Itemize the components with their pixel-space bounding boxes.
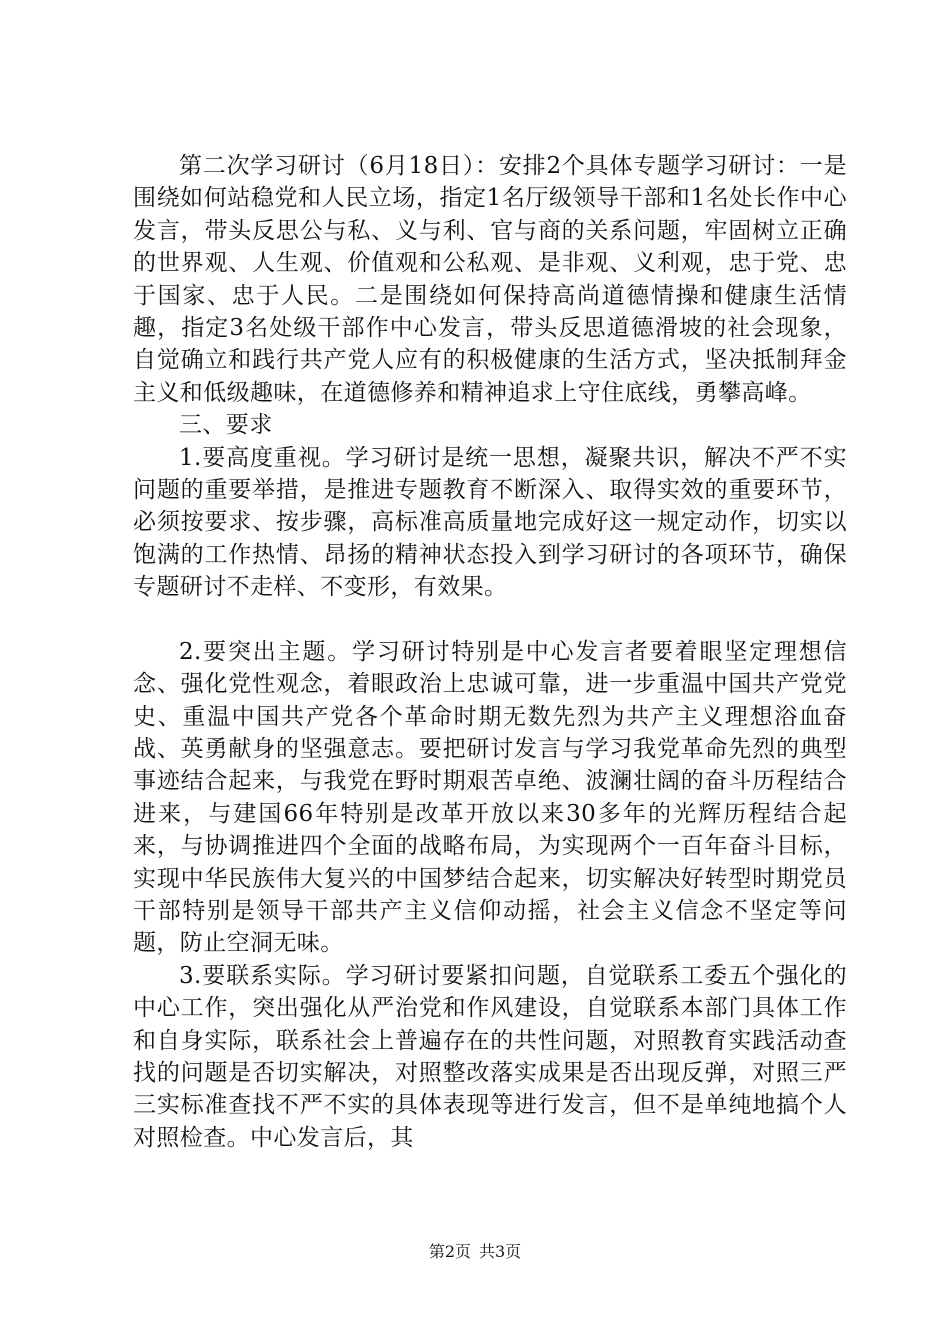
paragraph-requirement-1: 1.要高度重视。学习研讨是统一思想，凝聚共识，解决不严不实问题的重要举措，是推进专题教育不断深入、取得实效的重要环节，必须按要求、按步骤，高标准高质量地完成好这一规定动作，切实以饱满的工作热情、昂扬的精神状态投入到学习研讨的各项环节，确保专题研讨不走样、不变形，有效果。 [133,444,847,601]
paragraph-second-study-session: 第二次学习研讨（6月18日）：安排2个具体专题学习研讨：一是围绕如何站稳党和人民立场，指定1名厅级领导干部和1名处长作中心发言，带头反思公与私、义与利、官与商的关系问题，牢固树立正确的世界观、人生观、价值观和公私观、是非观、义利观，忠于党、忠于国家、忠于人民。二是围绕如何保持高尚道德情操和健康生活情趣，指定3名处级干部作中心发言，带头反思道德滑坡的社会现象，自觉确立和践行共产党人应有的积极健康的生活方式，坚决抵制拜金主义和低级趣味，在道德修养和精神追求上守住底线，勇攀高峰。 [133,153,847,406]
document-body [133,150,847,1154]
page-total: 共3页 [479,1242,522,1261]
paragraph-spacer [133,604,847,636]
paragraph-requirement-3: 3.要联系实际。学习研讨要紧扣问题，自觉联系工委五个强化的中心工作，突出强化从严治党和作风建设，自觉联系本部门具体工作和自身实际，联系社会上普遍存在的共性问题，对照教育实践活动查找的问题是否切实解决，对照整改落实成果是否出现反弹，对照三严三实标准查找不严不实的具体表现等进行发言，但不是单纯地搞个人对照检查。中心发言后，其 [133,962,847,1151]
page-number: 第2页 [428,1242,471,1261]
section-heading-requirements: 三、要求 [179,412,273,439]
paragraph-requirement-2: 2.要突出主题。学习研讨特别是中心发言者要着眼坚定理想信念、强化党性观念，着眼政治上忠诚可靠，进一步重温中国共产党党史、重温中国共产党各个革命时期无数先烈为共产主义理想浴血奋战、英勇献身的坚强意志。要把研讨发言与学习我党革命先烈的典型事迹结合起来，与我党在野时期艰苦卓绝、波澜壮阔的奋斗历程结合进来，与建国66年特别是改革开放以来30多年的光辉历程结合起来，与协调推进四个全面的战略布局，为实现两个一百年奋斗目标，实现中华民族伟大复兴的中国梦结合起来，切实解决好转型时期党员干部特别是领导干部共产主义信仰动摇，社会主义信念不坚定等问题，防止空洞无味。 [133,638,847,957]
page-footer [0,1242,950,1262]
